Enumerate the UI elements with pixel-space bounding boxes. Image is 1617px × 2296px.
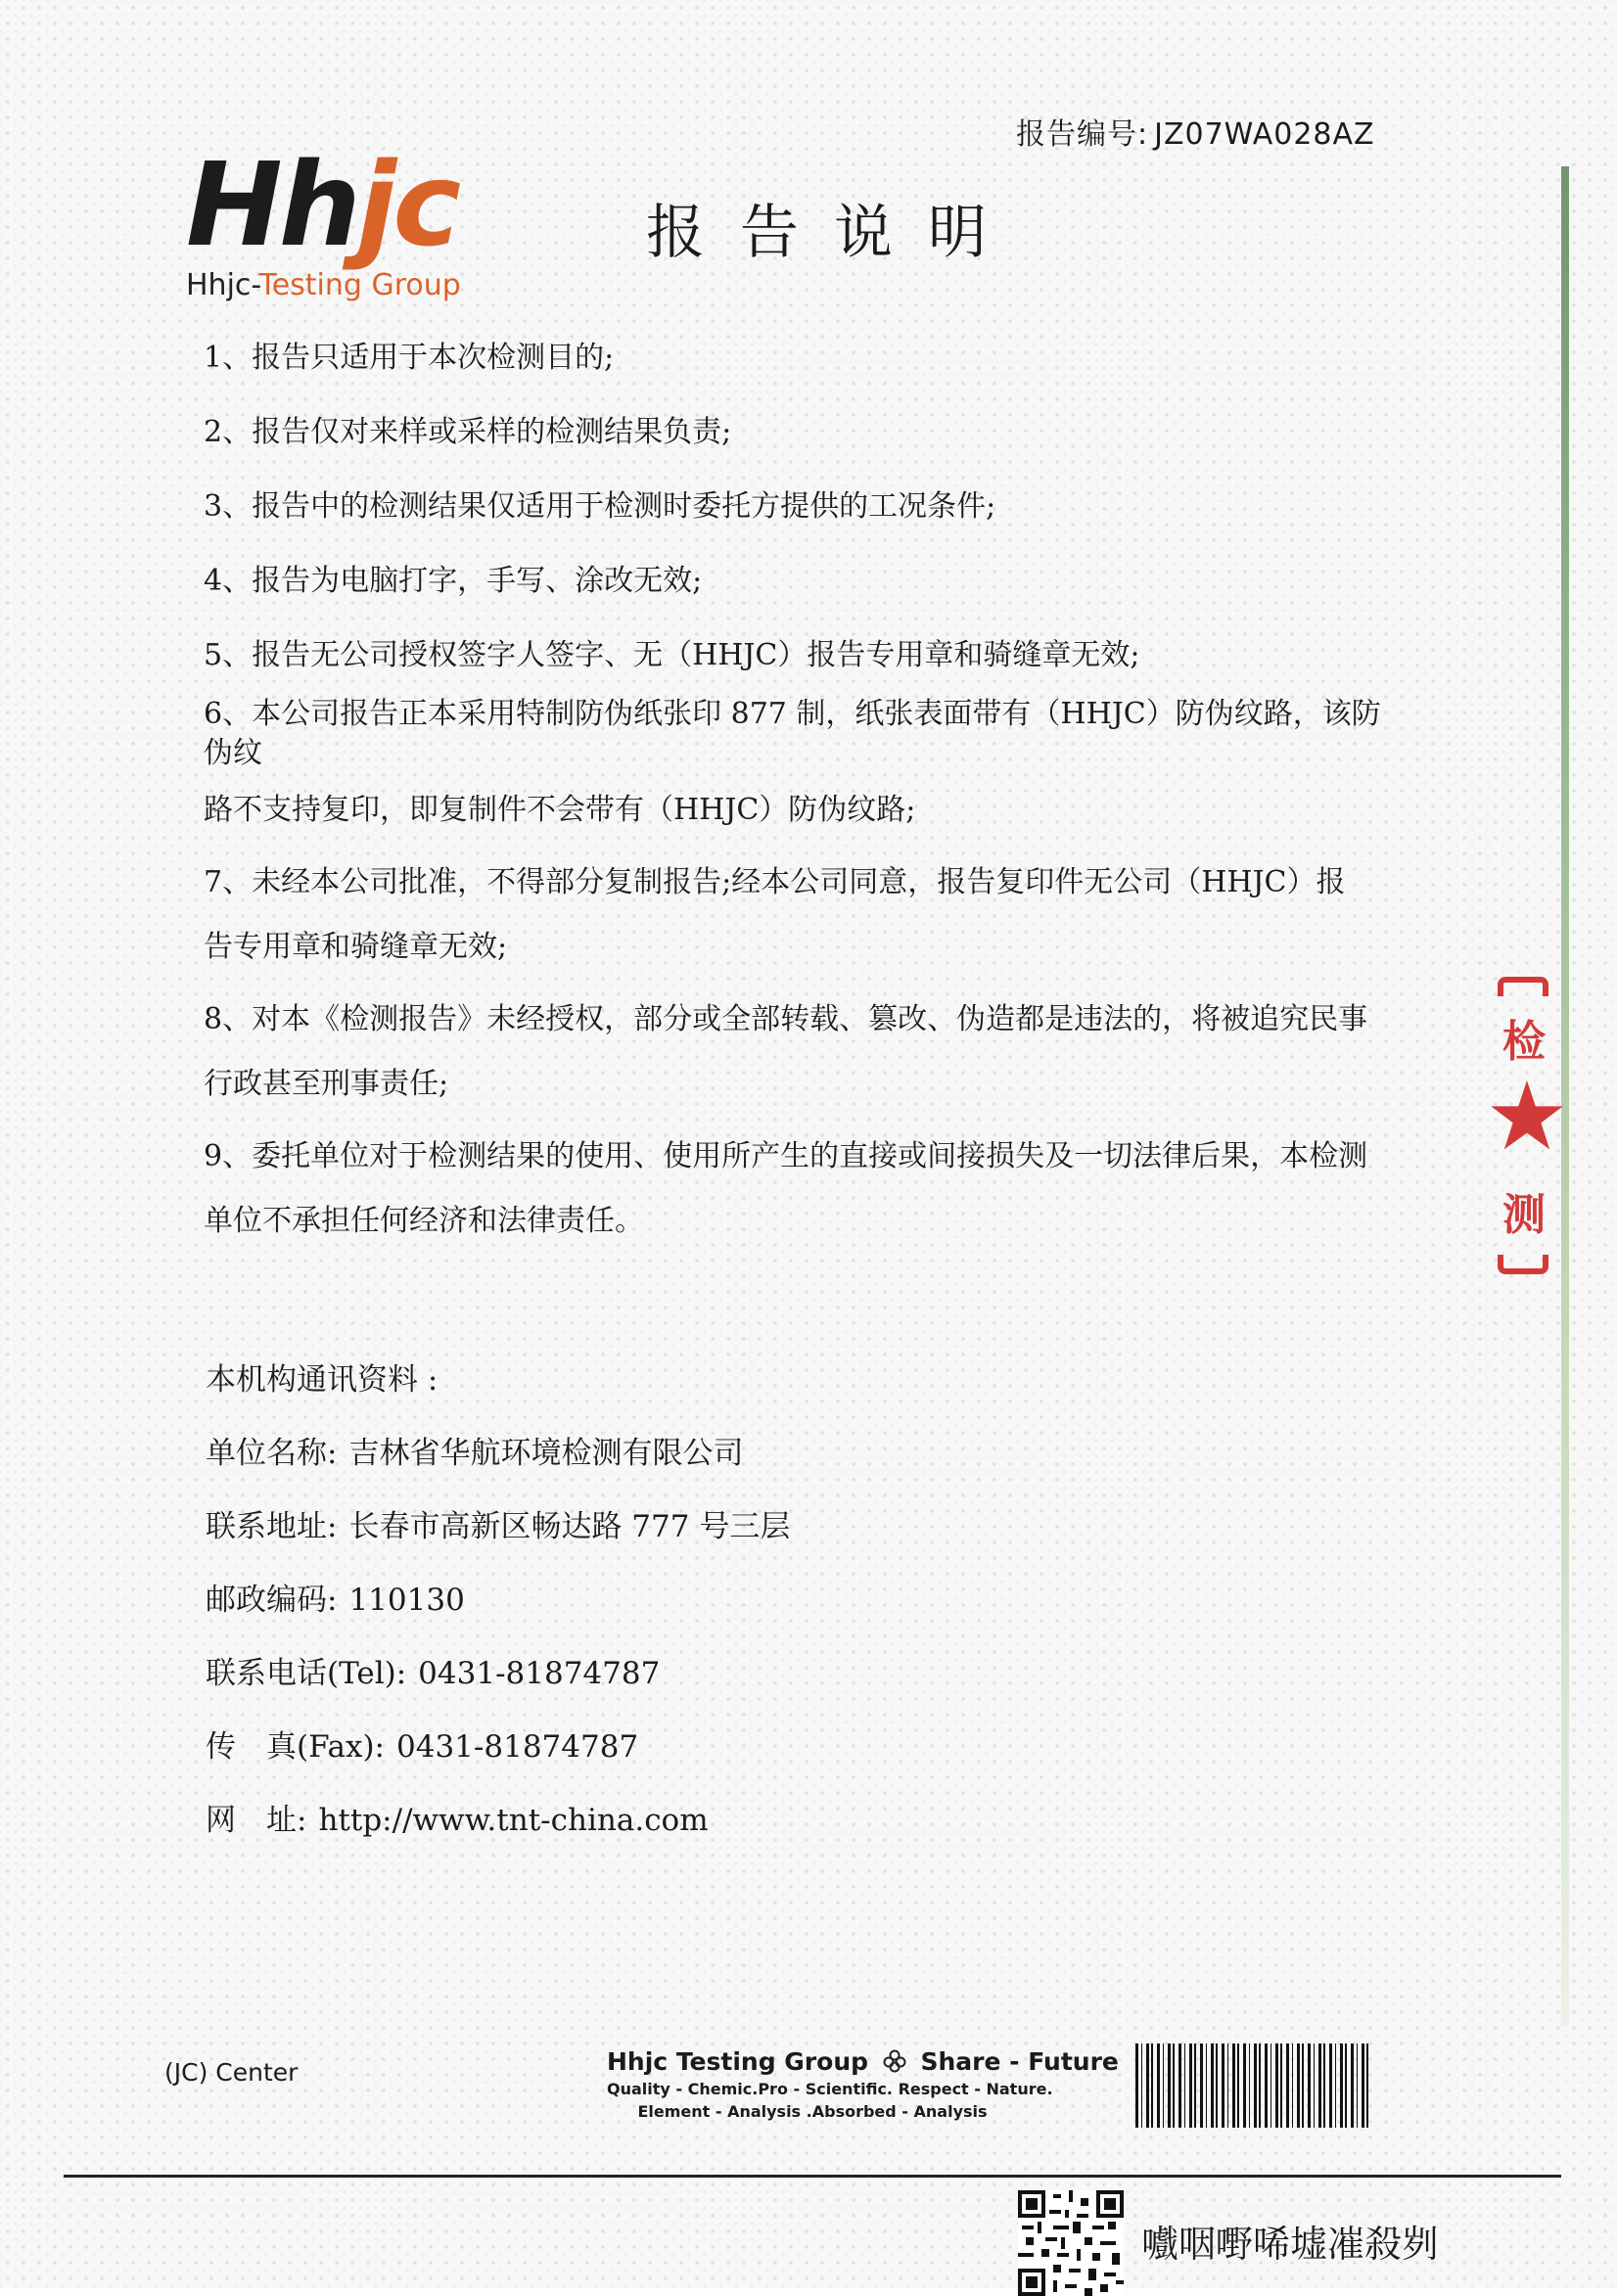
contact-value: 吉林省华航环境检测有限公司 — [348, 1436, 744, 1471]
footer-motto — [607, 2047, 1119, 2121]
logo-mark — [186, 137, 499, 272]
contact-row-fax — [206, 1727, 790, 1801]
seal-bracket-top — [1498, 977, 1548, 996]
contact-label: 邮政编码: — [206, 1583, 338, 1618]
contact-label: 网 址: — [206, 1803, 307, 1838]
company-logo — [186, 137, 499, 318]
contact-row-website — [206, 1801, 790, 1874]
clause-text: 5、报告无公司授权签字人签字、无（HHJC）报告专用章和骑缝章无效; — [204, 638, 1140, 672]
seal-star-icon — [1488, 1077, 1566, 1155]
contact-value: 110130 — [348, 1583, 465, 1618]
seal-char-bottom: 测 — [1502, 1190, 1546, 1240]
clause-text: 2、报告仅对来样或采样的检测结果负责; — [204, 415, 732, 449]
clause-list — [204, 339, 1388, 1241]
clause-item — [204, 562, 1388, 601]
motto-line3: Element - Analysis .Absorbed - Analysis — [637, 2102, 988, 2121]
page-title: 报告说明 — [646, 199, 1022, 267]
seam-seal-stamp — [1478, 969, 1566, 1282]
contact-heading: 本机构通讯资料 : — [206, 1362, 439, 1398]
footer-divider — [64, 2175, 1561, 2178]
logo-group-black: Hhjc- — [186, 268, 259, 302]
barcode — [1135, 2043, 1370, 2128]
clause-continuation: 行政甚至刑事责任; — [204, 1067, 449, 1101]
logo-group-accent: Testing Group — [258, 268, 461, 302]
motto-line1 — [607, 2047, 1119, 2076]
clause-item — [204, 1137, 1388, 1241]
contact-value: 长春市高新区畅达路 777 号三层 — [348, 1509, 791, 1544]
motto-left: Hhjc Testing Group — [607, 2047, 869, 2076]
report-number-label: 报告编号: — [1016, 117, 1149, 152]
qr-code — [1018, 2190, 1124, 2296]
motto-right: Share - Future — [920, 2047, 1119, 2076]
report-number — [1016, 110, 1375, 153]
clause-item — [204, 636, 1388, 675]
clause-text: 8、对本《检测报告》未经授权，部分或全部转载、篡改、伪造都是违法的，将被追究民事 — [204, 1002, 1368, 1036]
contact-value: http://www.tnt-china.com — [318, 1803, 709, 1838]
contact-label: 联系电话(Tel): — [206, 1656, 407, 1691]
contact-row-address — [206, 1507, 790, 1581]
clause-item — [204, 1000, 1388, 1104]
flower-icon — [883, 2049, 906, 2073]
clause-continuation: 告专用章和骑缝章无效; — [204, 930, 508, 964]
clause-text: 1、报告只适用于本次检测目的; — [204, 341, 615, 375]
logo-mark-accent: jc — [356, 137, 458, 272]
logo-group-name — [186, 268, 499, 302]
logo-mark-black: Hh — [186, 137, 357, 272]
clause-continuation: 路不支持复印，即复制件不会带有（HHJC）防伪纹路; — [204, 793, 916, 827]
report-number-value: JZ07WA028AZ — [1154, 117, 1375, 152]
contact-value: 0431-81874787 — [418, 1656, 661, 1691]
clause-text: 7、未经本公司批准，不得部分复制报告;经本公司同意，报告复印件无公司（HHJC）报 — [204, 865, 1346, 899]
contact-row-name — [206, 1434, 790, 1507]
contact-info — [206, 1360, 790, 1874]
clause-text: 6、本公司报告正本采用特制防伪纸张印 877 制，纸张表面带有（HHJC）防伪纹路，该防伪纹 — [204, 697, 1381, 770]
contact-label: 联系地址: — [206, 1509, 338, 1544]
clause-continuation: 单位不承担任何经济和法律责任。 — [204, 1204, 644, 1238]
seal-char-top: 检 — [1502, 1017, 1546, 1067]
contact-label: 传 真(Fax): — [206, 1729, 386, 1765]
motto-line2: Quality - Chemic.Pro - Scientific. Respect - Nature. — [607, 2080, 1053, 2098]
clause-text: 3、报告中的检测结果仅适用于检测时委托方提供的工况条件; — [204, 489, 996, 524]
clause-item — [204, 487, 1388, 527]
clause-text: 9、委托单位对于检测结果的使用、使用所产生的直接或间接损失及一切法律后果，本检测 — [204, 1139, 1368, 1173]
clause-item — [204, 695, 1388, 830]
clause-item — [204, 413, 1388, 452]
clause-item — [204, 863, 1388, 967]
contact-label: 单位名称: — [206, 1436, 338, 1471]
contact-row-tel — [206, 1654, 790, 1727]
contact-row-postcode — [206, 1581, 790, 1654]
footer-center-label: (JC) Center — [164, 2058, 299, 2087]
seal-bracket-bottom — [1498, 1255, 1548, 1274]
contact-value: 0431-81874787 — [396, 1729, 639, 1765]
clause-item — [204, 339, 1388, 378]
bottom-garbled-text: 嚱咽嘢唏墟凗殺刿 — [1141, 2223, 1440, 2266]
clause-text: 4、报告为电脑打字，手写、涂改无效; — [204, 564, 703, 598]
